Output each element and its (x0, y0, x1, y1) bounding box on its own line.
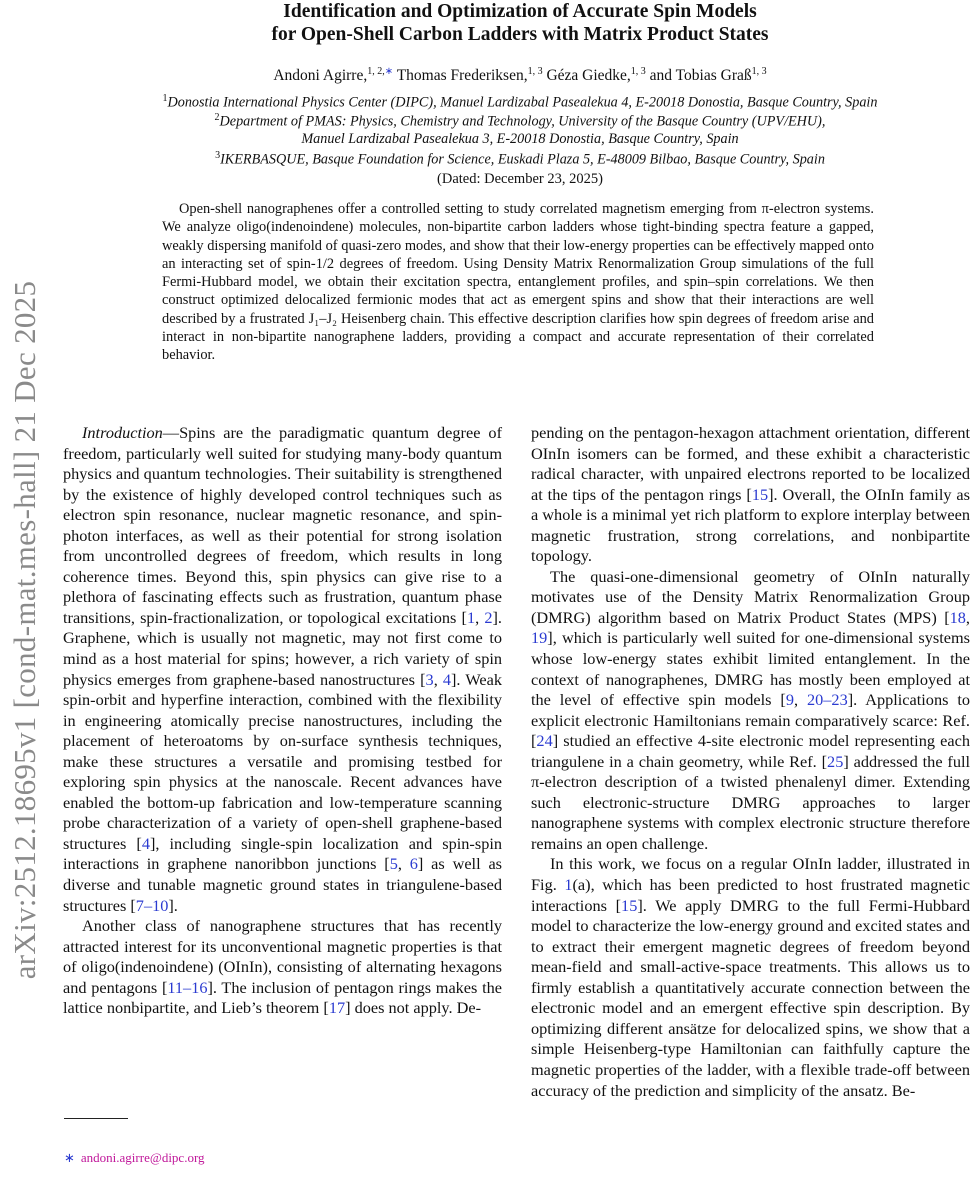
affiliation-text: IKERBASQUE, Basque Foundation for Science, Euskadi Plaza 5, E-48009 Bilbao, Basque Country, Spain (220, 151, 825, 168)
author-affiliation-sup: 1, 3 (630, 66, 646, 77)
corresponding-author-link[interactable]: ∗ (384, 66, 394, 77)
affiliation-number: 3 (215, 150, 221, 161)
this-work-paragraph: In this work, we focus on a regular OInIn ladder, illustrated in Fig. 1(a), which has been predicted to host frustrated magnetic interactions [15]. We apply DMRG to the full Fermi-Hubbard model to characterize the low-energy ground and excited states and to extract their emergent magnetic degrees of freedom beyond mean-field and small-active-space treatments. This allows us to firmly establish a quantitatively accurate connection between the electronic model and an emergent effective spin description. By optimizing different ansätze for delocalized spins, we show that a simple Heisenberg-type Hamiltonian can faithfully capture the magnetic properties of the ladder, with a flexible trade-off between accuracy of the prediction and simplicity of the ansatz. Be- (531, 854, 970, 1100)
affiliation-text: Manuel Lardizabal Pasealekua 3, E-20018 Donostia, Basque Country, Spain (301, 131, 739, 147)
author-list (150, 66, 890, 85)
affiliation-text: Donostia International Physics Center (DIPC), Manuel Lardizabal Pasealekua 4, E-20018 Donostia, Basque Country, Spain (167, 94, 878, 111)
paper-title (150, 0, 890, 46)
citation-link[interactable]: 1 (466, 607, 476, 627)
citation-link[interactable]: 4 (141, 833, 150, 853)
title-line-1: Identification and Optimization of Accurate Spin Models (283, 1, 757, 22)
right-column (531, 423, 970, 1101)
affiliation-text: Department of PMAS: Physics, Chemistry and Technology, University of the Basque Country (UPV/EHU), (219, 113, 826, 130)
affiliation-number: 1 (162, 93, 168, 104)
author-name: Andoni Agirre, (273, 67, 368, 85)
author-name: Géza Giedke, (546, 67, 631, 85)
citation-link[interactable]: 15 (751, 484, 769, 504)
affiliation-2 (40, 112, 971, 131)
affiliation-2-continued (40, 131, 971, 148)
citation-link[interactable]: 3 (425, 669, 434, 689)
citation-link[interactable]: 11–16 (167, 977, 208, 997)
citation-link[interactable]: 20–23 (807, 690, 848, 710)
dated-line: (Dated: December 23, 2025) (437, 171, 603, 187)
citation-link[interactable]: 19 (531, 628, 548, 648)
citation-link[interactable]: 24 (536, 731, 553, 751)
intro-paragraph: Introduction—Spins are the paradigmatic quantum degree of freedom, particularly well suited for studying many-body quantum physics and quantum technologies. Their suitability is strengthened by the existence of highly developed control techniques such as electron spin resonance, nuclear magnetic resonance, and spin-photon interfaces, as well as their potential for strong isolation from uncontrolled degrees of freedom, which results in long coherence times. Beyond this, spin physics can give rise to a plethora of fascinating effects such as frustration, quantum phase transitions, spin-fractionalization, or topological excitations [1, 2]. Graphene, which is usually not magnetic, may not first come to mind as a host material for spins; however, a rich variety of spin physics emerges from graphene-based nanostructures [3, 4]. Weak spin-orbit and hyperfine interaction, combined with the flexibility in engineering atomically precise nanostructures, including the placement of heteroatoms by on-surface synthesis techniques, make these structures a versatile and promising testbed for exploring spin physics at the nanoscale. Recent advances have enabled the bottom-up fabrication and low-temperature scanning probe characterization of a variety of open-shell graphene-based structures [4], including single-spin localization and spin-spin interactions in graphene nanoribbon junctions [5, 6] as well as diverse and tunable magnetic ground states in triangulene-based structures [7–10]. (63, 423, 503, 915)
citation-link[interactable]: 15 (621, 895, 638, 915)
citation-link[interactable]: 9 (785, 690, 794, 710)
dmrg-paragraph: The quasi-one-dimensional geometry of OInIn naturally motivates use of the Density Matrix Renormalization Group (DMRG) algorithm based on Matrix Product States (MPS) [18, 19], which is particularly well suited for one-dimensional systems whose low-energy states exhibit limited entanglement. In the context of nanographenes, DMRG has mostly been employed at the level of effective spin models [9, 20–23]. Applications to explicit electronic Hamiltonians remain comparatively scarce: Ref. [24] studied an effective 4-site electronic model representing each triangulene in a chain geometry, while Ref. [25] addressed the full π-electron description of a twisted phenalenyl dimer. Extending such electronic-structure DMRG approaches to larger nanographene systems with complex electronic structure therefore remains an open challenge. (531, 566, 971, 853)
author-name: Thomas Frederiksen, (396, 67, 528, 85)
figure-link[interactable]: 1 (564, 875, 573, 895)
citation-link[interactable]: 25 (827, 751, 844, 771)
title-line-2: for Open-Shell Carbon Ladders with Matrix Product States (271, 24, 769, 45)
citation-link[interactable]: 17 (328, 998, 346, 1018)
affiliation-number: 2 (214, 112, 220, 123)
left-column (63, 423, 502, 1019)
citation-link[interactable]: 18 (949, 607, 966, 627)
affiliation-1 (40, 93, 971, 112)
author-affiliation-sup: 1, 2, (367, 66, 385, 77)
footnote (64, 1150, 205, 1166)
footnote-marker: ∗ (64, 1150, 75, 1165)
corresponding-email-link[interactable]: andoni.agirre@dipc.org (80, 1150, 205, 1165)
citation-link[interactable]: 2 (484, 607, 493, 627)
oinin-paragraph-continued: pending on the pentagon-hexagon attachment orientation, different OInIn isomers can be formed, and these exhibit a characteristic radical character, with unpaired electrons reported to be localized at the tips of the pentagon rings [15]. Overall, the OInIn family as a whole is a minimal yet rich platform to explore interplay between magnetic frustration, strong correlations, and nonbipartite topology. (531, 423, 970, 566)
arxiv-identifier-stamp (0, 0, 50, 1200)
affiliation-3 (40, 150, 971, 169)
footnote-divider (64, 1118, 128, 1119)
citation-link[interactable]: 4 (442, 669, 452, 689)
author-name: and Tobias Graß (649, 67, 752, 85)
oinin-paragraph: Another class of nanographene structures that has recently attracted interest for its unconventional magnetic properties is that of oligo(indenoindene) (OInIn), consisting of alternating hexagons and pentagons [11–16]. The inclusion of pentagon rings makes the lattice nonbipartite, and Lieb’s theorem [17] does not apply. De- (63, 916, 502, 1018)
arxiv-stamp-text: arXiv:2512.18695v1 [cond-mat.mes-hall] 21 Dec 2025 (7, 280, 42, 980)
author-affiliation-sup: 1, 3 (527, 66, 543, 77)
section-label-introduction: Introduction (82, 423, 163, 442)
abstract: Open-shell nanographenes offer a controlled setting to study correlated magnetism emerging from π-electron systems. We analyze oligo(indenoindene) molecules, non-bipartite carbon ladders whose tight-binding spectra feature a gapped, weakly dispersing manifold of quasi-zero modes, and show that their low-energy properties can be effectively mapped onto an interacting set of spin-1/2 degrees of freedom. Using Density Matrix Renormalization Group simulations of the full Fermi-Hubbard model, we obtain their excitation spectra, entanglement profiles, and spin–spin correlations. We then construct optimized delocalized fermionic modes that act as emergent spins and show that their interactions are well described by a frustrated J₁–J₂ Heisenberg chain. This effective description clarifies how spin degrees of freedom arise and interact in non-bipartite nanographene ladders, providing a compact and accurate representation of their correlated behavior. (162, 201, 874, 364)
citation-link[interactable]: 5 (389, 854, 398, 874)
citation-link[interactable]: 7–10 (135, 895, 169, 915)
citation-link[interactable]: 6 (409, 854, 418, 874)
author-affiliation-sup: 1, 3 (751, 66, 767, 77)
